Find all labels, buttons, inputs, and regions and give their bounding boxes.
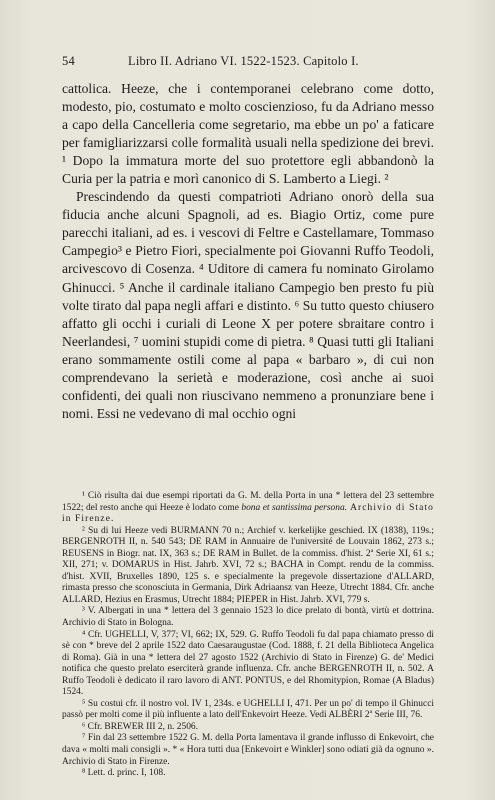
main-text bbox=[62, 80, 434, 423]
footnote-4: ⁴ Cfr. UGHELLI, V, 377; VI, 662; IX, 529. G. Ruffo Teodoli fu dal papa chiamato presso di sè con * breve del 2 aprile 1522 dato Caesaraugustae (Cod. 1888, f. 21 della Biblioteca Angelica di Roma). Già in una * lettera del 27 agosto 1522 (Archivio di Stato in Firenze) G. de' Medici notifica che questo prelato eserciterà grande influenza. Cfr. anche BERGENROTH II, n. 502. A Ruffo Teodoli è dedicato il raro lavoro di ANT. PONTUS, e del Rhomitypion, Romae (A Bladus) 1524. bbox=[62, 629, 434, 698]
footnote-1-archive: Archivio di Stato in Firenze. bbox=[62, 502, 434, 525]
footnote-5: ⁵ Su costui cfr. il nostro vol. IV 1, 234s. e UGHELLI I, 471. Per un po' di tempo il Ghinucci passò per molti come il più influente a lato dell'Enkevoirt Heeze. Vedi ALBÈRI 2ª Serie III, 76. bbox=[62, 698, 434, 721]
paragraph-2: Prescindendo da questi compatrioti Adriano onorò della sua fiducia anche alcuni Spagnoli, ad es. Biagio Ortiz, come pure parecchi italiani, ad es. i vescovi di Feltre e Castellamare, Tommaso Campegio³ e Pietro Fiori, specialmente poi Giovanni Ruffo Teodoli, arcivescovo di Cosenza. ⁴ Uditore di camera fu nominato Girolamo Ghinucci. ⁵ Anche il cardinale italiano Campegio ben presto fu più volte tirato dal papa negli affari e distinto. ⁶ Su tutto questo chiusero affatto gli occhi i curiali di Leone X per potere sbraitare contro i Neerlandesi, ⁷ uomini stupidi come di pietra. ⁸ Quasi tutti gli Italiani erano sommamente ostili come al papa « barbaro », di cui non comprendevano la serietà e moderazione, così anche ai suoi confidenti, dei quali non riuscivano nemmeno a pronunziare bene i nomi. Essi ne vedevano di mal occhio ogni bbox=[62, 189, 434, 421]
paragraph-1: cattolica. Heeze, che i contemporanei celebrano come dotto, modesto, pio, costumato e molto coscienzioso, fu da Adriano messo a capo della Cancelleria come segretario, ma ebbe un po' a faticare per famigliarizzarsi colle formalità usuali nella spedizione dei brevi. ¹ Dopo la immatura morte del suo protettore egli abbandonò la Curia per la patria e morì canonico di S. Lamberto a Liegi. ² bbox=[62, 81, 434, 187]
footnote-7: ⁷ Fin dal 23 settembre 1522 G. M. della Porta lamentava il grande influsso di Enkevoirt, che dava « molti mali consigli ». * « Hora tutti dua [Enkevoirt e Winkler] sono odiati già da ognuno ». Archivio di Stato in Firenze. bbox=[62, 733, 434, 767]
footnote-6: ⁶ Cfr. BREWER III 2, n. 2506. bbox=[82, 721, 199, 732]
footnote-3: ³ V. Albergati in una * lettera del 3 gennaio 1523 lo dice prelato di bontà, virtù et dottrina. Archivio di Stato in Bologna. bbox=[62, 606, 434, 629]
footnote-2: ² Su di lui Heeze vedi BURMANN 70 n.; Archief v. kerkelijke geschied. IX (1838), 119s.; BERGENROTH II, n. 540 543; DE RAM in Annuaire de l'université de Louvain 1862, 273 s.; REUSENS in Biogr. nat. IX, 363 s.; DE RAM in Bullet. de la commiss. d'hist. 2ª Serie XI, 61 s.; XII, 271; v. DOMARUS in Hist. Jahrb. XVI, 72 s.; BACHA in Compt. rendu de la commiss. d'hist. XVII, Bruxelles 1890, 125 s. e specialmente la pregevole dissertazione d'ALLARD, rimasta presso che sconosciuta in Germania, Dirk Adriaansz van Heeze, Utrecht 1884. Cfr. anche ALLARD, Hezius en Erasmus, Utrecht 1884; PIEPER in Hist. Jahrb. XVI, 779 s. bbox=[62, 525, 434, 605]
footnotes bbox=[62, 491, 434, 780]
footnote-1 bbox=[62, 491, 434, 526]
footnote-1-text: ¹ Ciò risulta dai due esempi riportati da G. M. della Porta in una * lettera del 23 settembre 1522; del resto anche qui Heeze è lodato come bbox=[62, 491, 434, 513]
footnote-8: ⁸ Lett. d. princ. I, 108. bbox=[82, 768, 166, 779]
footnote-1-italic: bona et santissima persona. bbox=[241, 502, 348, 513]
page-number: 54 bbox=[62, 54, 75, 68]
running-title: Libro II. Adriano VI. 1522-1523. Capitolo I. bbox=[128, 54, 359, 68]
